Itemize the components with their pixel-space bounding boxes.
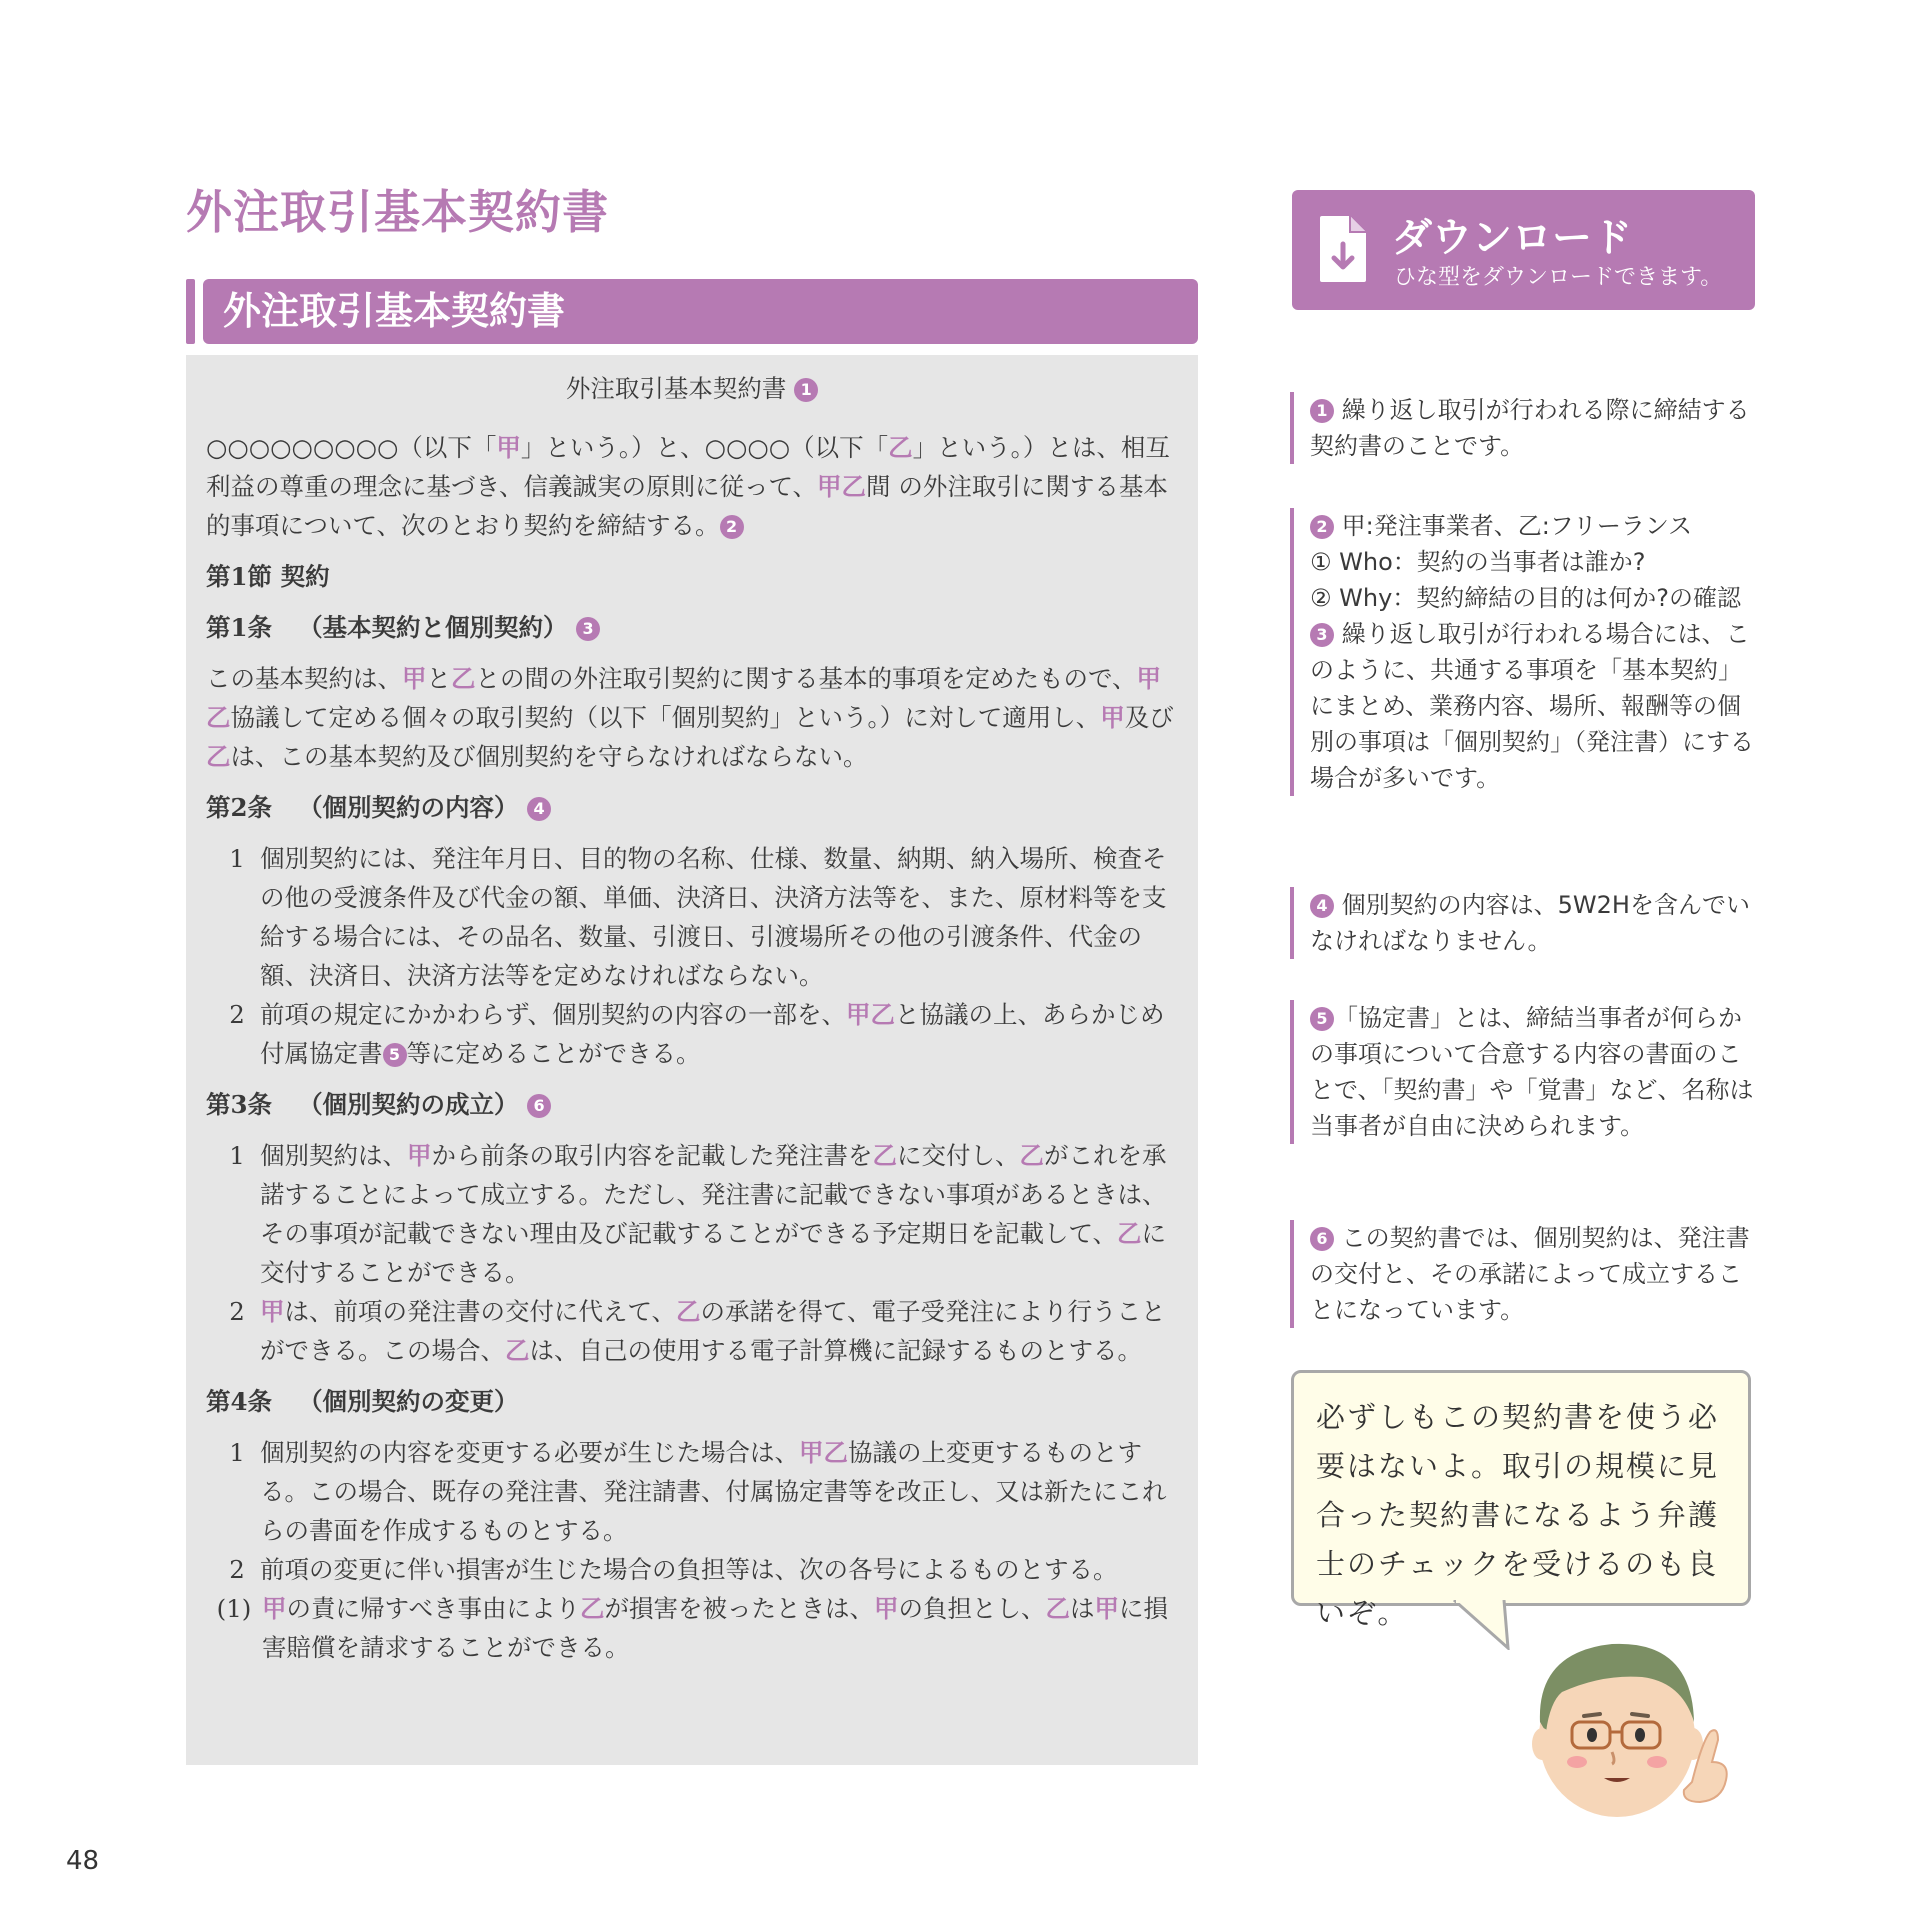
clause-item (206, 1433, 1178, 1550)
side-note (1290, 887, 1760, 959)
section-bar-accent (186, 279, 195, 344)
clause-text: 個別契約は、 (260, 1141, 407, 1170)
party-label: 甲 (496, 433, 521, 462)
article-3-heading (206, 1085, 1178, 1124)
note-text: 甲:発注事業者、乙:フリーランス (1334, 512, 1693, 540)
download-file-icon (1318, 214, 1368, 284)
page-number: 48 (66, 1846, 100, 1876)
body-text: との間の外注取引契約に関する基本的事項を定めたもので、 (475, 664, 1137, 693)
download-title: ダウンロード (1392, 215, 1632, 261)
article-number: 第1条 (206, 613, 273, 642)
clause-item (206, 1136, 1178, 1292)
article-title: （個別契約の変更） (298, 1387, 519, 1416)
body-text: 」という。）とは、相互利益の尊重の理念に基づき、信義誠実の原則に従って、 (206, 433, 1170, 501)
section-1-heading: 第1節 契約 (206, 562, 330, 591)
body-text: ○○○○○○○○○（以下「 (206, 433, 497, 462)
note-marker-6: 6 (1310, 1227, 1334, 1251)
body-text: 協議して定める個々の取引契約（以下「個別契約」という。）に対して適用し、 (230, 703, 1101, 732)
clause-item (206, 839, 1178, 995)
clause-text: 個別契約の内容を変更する必要が生じた場合は、 (260, 1438, 799, 1467)
note-text: 繰り返し取引が行われる際に締結する契約書のことです。 (1310, 396, 1750, 460)
preamble (206, 428, 1178, 545)
lawyer-character-illustration (1522, 1622, 1742, 1822)
party-label: 乙 (451, 664, 476, 693)
body-text: と (426, 664, 451, 693)
note-text: 個別契約の内容は、5W2Hを含んでいなければなりません。 (1310, 891, 1750, 955)
party-label: 乙 (676, 1297, 701, 1326)
note-text: ② Why：契約締結の目的は何か?の確認 (1310, 584, 1742, 612)
clause-text: がこれを承諾することによって成立する。ただし、発注書に記載できない事項があるときは、その事項が記載できない理由及び記載することができる予定期日を記載して、 (260, 1141, 1167, 1248)
clause-number: 2 (229, 1555, 245, 1584)
side-note (1290, 508, 1760, 796)
note-text: 「協定書」とは、締結当事者が何らかの事項について合意する内容の書面のことで、「契約書」や「覚書」など、名称は当事者が自由に決められます。 (1310, 1004, 1754, 1140)
party-label: 甲乙 (846, 1000, 896, 1029)
clause-item (206, 1292, 1178, 1370)
clause-text: の承諾を得て、電子受発注により行うことができる。この場合、 (260, 1297, 1166, 1365)
party-label: 甲乙 (817, 472, 867, 501)
side-note (1290, 1000, 1760, 1144)
clause-text (260, 995, 1178, 1073)
article-title: （基本契約と個別契約） (298, 613, 568, 642)
article-4-items (206, 1433, 1178, 1667)
party-label: 甲 (407, 1141, 432, 1170)
clause-number: 1 (229, 1438, 245, 1467)
body-text: は、この基本契約及び個別契約を守らなければならない。 (230, 742, 868, 771)
party-label: 甲 (874, 1594, 899, 1623)
note-marker-5: 5 (383, 1043, 407, 1067)
party-label: 甲 (262, 1594, 287, 1623)
clause-text: と協議の上、あらかじめ付属協定書 (260, 1000, 1165, 1068)
clause-text: に交付し、 (897, 1141, 1020, 1170)
side-note-line (1310, 392, 1760, 464)
clause-text: に損害賠償を請求することができる。 (262, 1594, 1169, 1662)
download-subtitle: ひな型をダウンロードできます。 (1394, 265, 1723, 290)
note-text: 繰り返し取引が行われる場合には、このように、共通する事項を「基本契約」にまとめ、業務内容、場所、報酬等の個別の事項は「個別契約」（発注書）にする場合が多いです。 (1310, 620, 1754, 792)
article-4-heading (206, 1382, 1178, 1421)
section-title: 外注取引基本契約書 (203, 279, 1198, 344)
note-marker-1: 1 (1310, 399, 1334, 423)
side-note-line (1310, 887, 1760, 959)
article-1-heading (206, 608, 1178, 647)
note-text: ① Who：契約の当事者は誰か? (1310, 548, 1646, 576)
article-2-items (206, 839, 1178, 1073)
clause-text: は、前項の発注書の交付に代えて、 (284, 1297, 677, 1326)
party-label: 乙 (1045, 1594, 1071, 1623)
clause-item (206, 1589, 1178, 1667)
clause-text: 個別契約には、発注年月日、目的物の名称、仕様、数量、納期、納入場所、検査その他の受渡条件及び代金の額、単価、決済日、決済方法等を、また、原材料等を支給する場合には、その品名、数量、引渡日、引渡場所その他の引渡条件、代金の額、決済日、決済方法等を定めなければならない。 (260, 844, 1167, 990)
side-note-line (1310, 1220, 1760, 1328)
note-marker-2: 2 (720, 515, 744, 539)
clause-number: (1) (216, 1594, 252, 1623)
clause-number: 1 (229, 1141, 245, 1170)
party-label: 甲 (402, 664, 427, 693)
party-label: 乙 (206, 742, 231, 771)
party-label: 甲 (1094, 1594, 1120, 1623)
clause-text (260, 1550, 1178, 1589)
clause-text: に交付することができる。 (260, 1219, 1167, 1287)
clause-text: 前項の規定にかかわらず、個別契約の内容の一部を、 (260, 1000, 847, 1029)
clause-text: 協議の上変更するものとする。この場合、既存の発注書、発注請書、付属協定書等を改正し、又は新たにこれらの書面を作成するものとする。 (260, 1438, 1167, 1545)
note-marker-3: 3 (1310, 623, 1334, 647)
clause-text: から前条の取引内容を記載した発注書を (431, 1141, 873, 1170)
note-marker-5: 5 (1310, 1007, 1334, 1031)
clause-text: 等に定めることができる。 (406, 1039, 701, 1068)
clause-text: の負担とし、 (898, 1594, 1046, 1623)
page-title: 外注取引基本契約書 (186, 185, 609, 239)
party-label: 甲 (1100, 703, 1125, 732)
side-note-line (1310, 1000, 1760, 1144)
clause-text (260, 839, 1178, 995)
clause-text: 前項の変更に伴い損害が生じた場合の負担等は、次の各号によるものとする。 (260, 1555, 1118, 1584)
note-marker-4: 4 (527, 797, 551, 821)
article-number: 第4条 (206, 1387, 273, 1416)
side-note-line (1310, 544, 1760, 580)
clause-number: 1 (229, 844, 245, 873)
download-button[interactable] (1292, 190, 1755, 310)
clause-text: の責に帰すべき事由により (286, 1594, 581, 1623)
party-label: 乙 (1117, 1219, 1142, 1248)
note-marker-3: 3 (576, 617, 600, 641)
speech-bubble-tail (1450, 1600, 1520, 1650)
side-note (1290, 1220, 1760, 1328)
party-label: 甲乙 (206, 664, 1162, 732)
side-note-line (1310, 616, 1760, 796)
clause-text: は (1070, 1594, 1095, 1623)
article-title: （個別契約の成立） (298, 1090, 519, 1119)
contract-document (186, 355, 1198, 1765)
clause-text (260, 1433, 1178, 1550)
note-marker-6: 6 (527, 1094, 551, 1118)
party-label: 乙 (888, 433, 913, 462)
clause-item (206, 1550, 1178, 1589)
body-text: 間 の外注取引に関する基本的事項について、次のとおり契約を締結する。 (206, 472, 1168, 540)
party-label: 乙 (580, 1594, 605, 1623)
speech-bubble: 必ずしもこの契約書を使う必要はないよ。取引の規模に見合った契約書になるよう弁護士のチェックを受けるのも良いぞ。 (1291, 1370, 1751, 1606)
side-note (1290, 392, 1760, 464)
article-3-items (206, 1136, 1178, 1370)
body-text: この基本契約は、 (206, 664, 402, 693)
clause-text (262, 1589, 1178, 1667)
contract-title (206, 369, 1178, 408)
clause-text: は、自己の使用する電子計算機に記録するものとする。 (529, 1336, 1142, 1365)
article-2-heading (206, 788, 1178, 827)
party-label: 乙 (505, 1336, 530, 1365)
note-marker-1: 1 (794, 378, 818, 402)
party-label: 乙 (872, 1141, 897, 1170)
note-marker-4: 4 (1310, 894, 1334, 918)
party-label: 乙 (1019, 1141, 1044, 1170)
party-label: 甲乙 (799, 1438, 848, 1467)
article-number: 第3条 (206, 1090, 273, 1119)
contract-title-text: 外注取引基本契約書 (565, 374, 787, 403)
side-note-line (1310, 580, 1760, 616)
party-label: 甲 (260, 1297, 285, 1326)
article-title: （個別契約の内容） (298, 793, 519, 822)
article-number: 第2条 (206, 793, 273, 822)
note-marker-2: 2 (1310, 515, 1334, 539)
clause-text (260, 1136, 1178, 1292)
note-text: この契約書では、個別契約は、発注書の交付と、その承諾によって成立することになっています。 (1310, 1224, 1750, 1324)
article-1-body (206, 659, 1178, 776)
side-note-line (1310, 508, 1760, 544)
clause-number: 2 (229, 1297, 245, 1326)
body-text: 及び (1124, 703, 1174, 732)
clause-number: 2 (229, 1000, 245, 1029)
clause-text (260, 1292, 1178, 1370)
clause-item (206, 995, 1178, 1073)
body-text: 」という。）と、○○○○（以下「 (520, 433, 889, 462)
clause-text: が損害を被ったときは、 (604, 1594, 875, 1623)
